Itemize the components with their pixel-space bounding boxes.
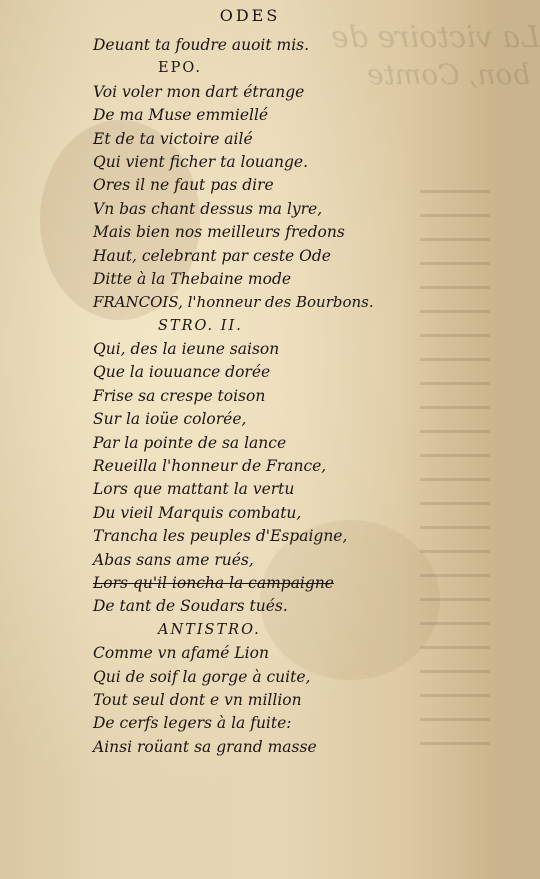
verse-line: Abas sans ame rués, <box>93 550 254 569</box>
verse-line: De tant de Soudars tués. <box>93 597 288 616</box>
verse-line: Que la iouuance dorée <box>93 363 271 382</box>
verse-line: Tout seul dont e vn million <box>93 690 302 709</box>
verse-line: FRANCOIS, l'honneur des Bourbons. <box>93 293 374 312</box>
verse-line: Deuant ta foudre auoit mis. <box>93 36 310 54</box>
verse-line: Voi voler mon dart étrange <box>93 82 305 101</box>
verse-line: Qui vient ficher ta louange. <box>93 152 309 171</box>
verse-line: Reueilla l'honneur de France, <box>93 457 327 476</box>
verse-line: Ainsi roüant sa grand masse <box>93 737 317 756</box>
verse-line: Haut, celebrant par ceste Ode <box>93 246 331 265</box>
stanza-heading: ANTISTRO. <box>158 621 261 638</box>
verse-line: Ditte à la Thebaine mode <box>93 269 292 288</box>
verse-line: Qui de soif la gorge à cuite, <box>93 667 311 686</box>
verse-line: Qui, des la ieune saison <box>93 340 280 359</box>
verse-line: De ma Muse emmiellé <box>93 106 269 125</box>
verse-line: Par la pointe de sa lance <box>93 433 287 452</box>
verse-line: Frise sa crespe toison <box>93 386 266 405</box>
verse-line: De cerfs legers à la fuite: <box>93 714 292 733</box>
verse-line: Mais bien nos meilleurs fredons <box>93 223 345 242</box>
verse-line: Lors que mattant la vertu <box>93 480 295 499</box>
verse-line: Vn bas chant dessus ma lyre, <box>93 199 323 218</box>
stanza-heading: STRO. II. <box>158 317 243 334</box>
verse-line: Ores il ne faut pas dire <box>93 176 274 195</box>
verse-line: Lors qu'il ioncha la campaigne <box>93 573 334 592</box>
verse-line: Du vieil Marquis combatu, <box>93 503 302 522</box>
verse-line: Sur la ioüe colorée, <box>93 410 247 429</box>
stanza-heading: EPO. <box>158 60 202 77</box>
ode-text <box>93 34 433 759</box>
verse-line: Comme vn afamé Lion <box>93 644 269 663</box>
show-through-text: La victoire de bon, Comte <box>370 0 500 879</box>
verse-line: Et de ta victoire ailé <box>93 129 253 148</box>
verse-line: Trancha les peuples d'Espaigne, <box>93 527 348 546</box>
running-header: ODES <box>219 6 281 25</box>
